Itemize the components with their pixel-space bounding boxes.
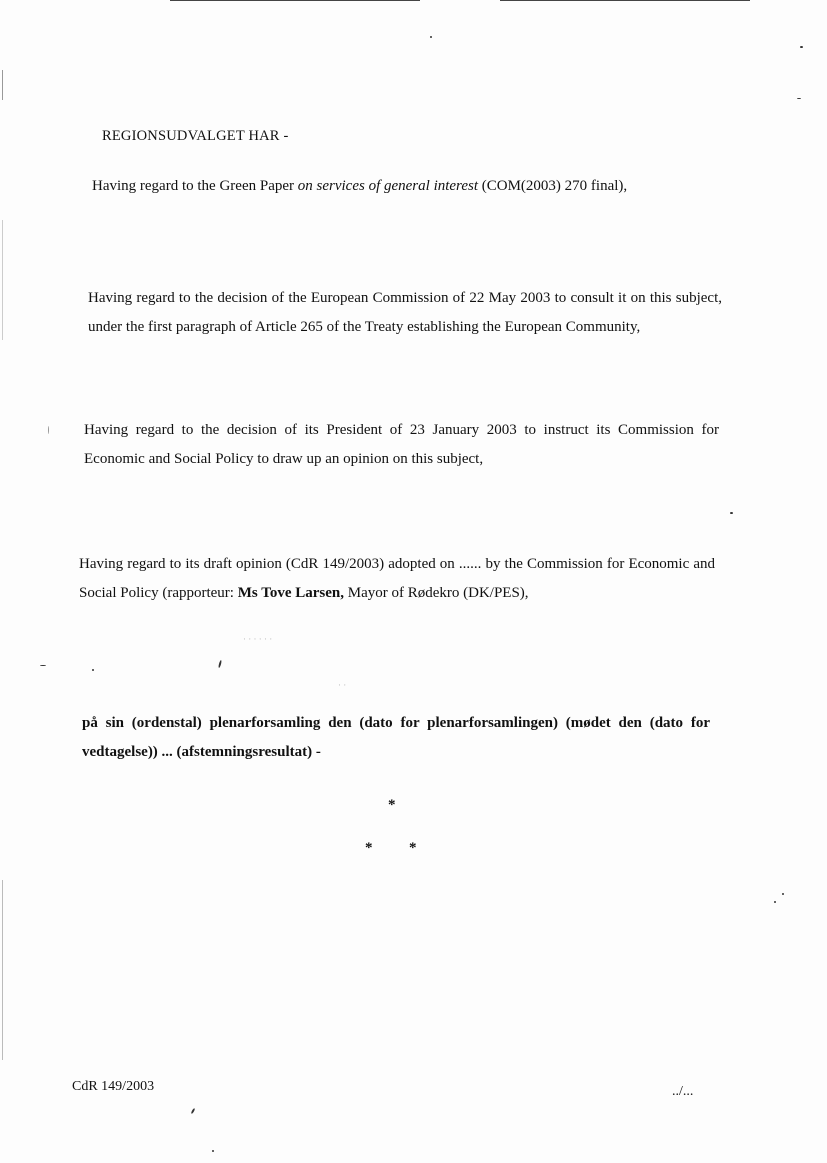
separator-star-right: * (409, 840, 417, 856)
green-paper-title: on services of general interest (297, 178, 478, 194)
scan-speck (48, 426, 49, 434)
paragraph-text: (COM(2003) 270 final), (478, 178, 628, 194)
scan-speck (774, 901, 776, 903)
paragraph-president-decision: Having regard to the decision of its President of 23 January 2003 to instruct its Commission for Economic and Social Policy to draw up an opinion on this subject, (84, 422, 719, 467)
scan-speck (430, 36, 432, 38)
paragraph-text: Mayor of Rødekro (DK/PES), (343, 585, 529, 601)
scan-residue: · · (338, 680, 347, 690)
document-heading: REGIONSUDVALGET HAR - (102, 128, 289, 144)
scan-speck (92, 669, 94, 671)
paragraph-draft-opinion (79, 550, 715, 608)
footer-document-reference: CdR 149/2003 (72, 1079, 155, 1094)
paragraph-text: Having regard to the Green Paper (92, 178, 298, 194)
separator-star-top: * (388, 797, 396, 813)
paragraph-commission-decision: Having regard to the decision of the European Commission of 22 May 2003 to consult it on this subject, under the first paragraph of Article 265 of the Treaty establishing the European Community, (88, 290, 722, 335)
scan-speck (218, 660, 222, 668)
paragraph-green-paper (92, 172, 652, 201)
scan-edge-line (2, 70, 3, 100)
scan-speck (40, 665, 46, 666)
footer-continuation-mark: ../... (672, 1084, 694, 1099)
scan-speck (191, 1108, 196, 1114)
rapporteur-name: Ms Tove Larsen, (237, 585, 344, 601)
scan-speck (730, 512, 733, 514)
scan-speck (212, 1150, 214, 1152)
scan-residue: · · · · · · (243, 634, 273, 644)
scan-speck (800, 46, 803, 48)
scan-speck (797, 98, 801, 99)
scan-edge-line (500, 0, 750, 1)
separator-star-left: * (365, 840, 373, 856)
paragraph-plenary: på sin (ordenstal) plenarforsamling den (dato for plenarforsamlingen) (mødet den (dato for vedtagelse)) ... (afstemningsresultat) - (82, 715, 710, 760)
scan-edge-line (2, 220, 3, 340)
scan-edge-line (2, 880, 3, 1060)
scan-speck (782, 893, 784, 895)
paragraph-text: Having regard to its draft opinion (CdR 149/2003) adopted on ...... by the Commission for Economic and Social Policy (rapporteur: (79, 556, 715, 601)
scan-edge-line (170, 0, 420, 1)
